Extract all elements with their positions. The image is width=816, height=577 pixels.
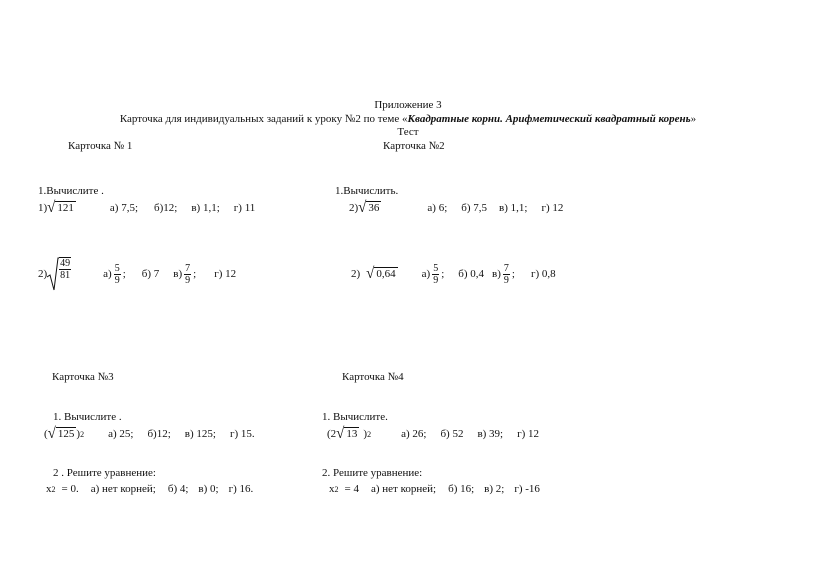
option-d: г) 0,8 [530, 268, 556, 280]
option-d: г) 16. [228, 483, 254, 495]
option-c: в) [173, 268, 183, 280]
fraction-numerator: 7 [503, 262, 509, 274]
card3-task2: 2 . Решите уравнение: [53, 467, 156, 479]
open-paren: (2 [327, 428, 337, 440]
sqrt-expression [366, 267, 397, 282]
variable: x [46, 483, 52, 495]
exponent: 2 [367, 429, 372, 439]
separator: ; [441, 268, 445, 280]
separator: ; [511, 268, 515, 280]
option-b: б)12; [154, 202, 178, 214]
question-number: 2) [349, 202, 359, 214]
test-label: Тест [397, 126, 419, 138]
subtitle-plain: Карточка для индивидуальных заданий к уроку №2 по теме « [119, 113, 408, 125]
option-c: в) 125; [184, 428, 216, 440]
fraction-denominator: 9 [433, 274, 439, 286]
appendix-label: Приложение 3 [374, 99, 442, 111]
card3-title: Карточка №3 [52, 371, 114, 383]
card1-title: Карточка № 1 [68, 140, 133, 152]
radicand: 121 [57, 201, 74, 214]
option-a: а) 25; [108, 428, 134, 440]
card1-question1 [38, 200, 255, 216]
option-d: г) 12 [517, 428, 540, 440]
card3-task1: 1. Вычислите . [53, 411, 122, 423]
option-a-fraction [114, 263, 121, 286]
card3-question1 [44, 426, 255, 442]
radicand-fraction [59, 257, 71, 291]
card1-question2 [38, 257, 236, 291]
option-a: а) [421, 268, 431, 280]
option-d: г) 12 [541, 202, 564, 214]
card4-title: Карточка №4 [342, 371, 404, 383]
separator: ; [193, 268, 197, 280]
card2-question2 [351, 257, 556, 291]
option-c-fraction [503, 263, 510, 286]
card1-task1: 1.Вычислите . [38, 185, 104, 197]
option-b: б) 52 [440, 428, 464, 440]
fraction-numerator: 7 [185, 262, 191, 274]
radicand: 0,64 [376, 267, 396, 280]
exponent: 2 [334, 484, 339, 494]
variable: x [329, 483, 335, 495]
radicand: 125 [57, 427, 75, 440]
card4-question1 [327, 426, 539, 442]
radicand: 36 [368, 201, 380, 214]
option-a: а) нет корней; [90, 483, 156, 495]
option-d: г) 11 [233, 202, 256, 214]
radical-sign-icon: √ [358, 199, 367, 216]
fraction-numerator: 5 [433, 262, 439, 274]
option-c: в) 2; [484, 483, 505, 495]
option-b: б) 7 [141, 268, 160, 280]
option-a-fraction [432, 263, 439, 286]
equation-rhs: = 0. [61, 483, 79, 495]
option-d: г) 12 [214, 268, 237, 280]
option-a: а) 6; [427, 202, 448, 214]
sqrt-expression [48, 427, 77, 442]
radical-sign-icon: √ [366, 265, 375, 282]
option-c-fraction [184, 263, 191, 286]
radical-sign-icon: √ [336, 425, 345, 442]
subtitle-topic: Квадратные корни. Арифметический квадратный корень [407, 113, 691, 125]
card2-title: Карточка №2 [383, 140, 445, 152]
option-c: в) 39; [477, 428, 504, 440]
card4-task2: 2. Решите уравнение: [322, 467, 423, 479]
sqrt-expression [47, 257, 73, 291]
subtitle-end: » [690, 113, 697, 125]
option-b: б) 16; [448, 483, 475, 495]
separator: ; [122, 268, 126, 280]
card2-question1 [349, 200, 563, 216]
sqrt-expression [47, 201, 76, 216]
option-b: б) 0,4 [458, 268, 485, 280]
option-a: а) 26; [401, 428, 427, 440]
sqrt-expression [336, 427, 359, 442]
option-b: б) 4; [167, 483, 189, 495]
fraction-denominator: 9 [114, 274, 120, 286]
document-subtitle [0, 113, 816, 126]
question-number: 1) [38, 202, 48, 214]
option-a: а) 7,5; [109, 202, 139, 214]
option-c: в) 1,1; [191, 202, 220, 214]
sqrt-expression [358, 201, 381, 216]
option-a: а) нет корней; [370, 483, 437, 495]
option-c: в) 0; [198, 483, 219, 495]
option-c: в) 1,1; [499, 202, 528, 214]
card3-question2 [46, 481, 253, 497]
fraction-numerator: 49 [60, 258, 71, 269]
radical-sign-icon: √ [47, 199, 56, 216]
question-number: 2) [38, 268, 48, 280]
card2-task1: 1.Вычислить. [335, 185, 399, 197]
equation-rhs: = 4 [344, 483, 359, 495]
radical-sign-icon: √ [47, 425, 56, 442]
fraction-numerator: 5 [114, 262, 120, 274]
radicand: 13 [346, 427, 358, 440]
close-paren: ) [363, 428, 368, 440]
fraction-denominator: 81 [60, 270, 71, 281]
option-a: а) [103, 268, 112, 280]
close-paren: ) [76, 428, 81, 440]
option-d: г) -16 [514, 483, 540, 495]
question-number: 2) [351, 268, 361, 280]
exponent: 2 [80, 429, 85, 439]
option-b: б) 7,5 [461, 202, 488, 214]
fraction-denominator: 9 [503, 274, 509, 286]
option-d: г) 15. [229, 428, 255, 440]
open-paren: ( [44, 428, 48, 440]
card4-question2 [329, 481, 540, 497]
card4-task1: 1. Вычислите. [322, 411, 388, 423]
fraction-denominator: 9 [185, 274, 191, 286]
option-c: в) [492, 268, 501, 280]
option-b: б)12; [147, 428, 171, 440]
exponent: 2 [51, 484, 56, 494]
radical-sign-icon [47, 257, 59, 291]
